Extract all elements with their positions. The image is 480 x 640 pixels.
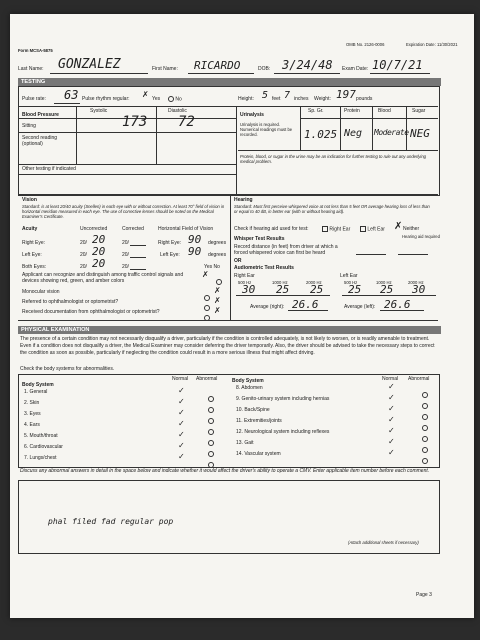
color-yes-check[interactable]: ✗ xyxy=(202,270,209,279)
l-500-header: 500 Hz xyxy=(344,280,358,285)
left-body-system-header: Body System xyxy=(22,382,54,388)
height-label: Height: xyxy=(238,96,254,102)
weight-label: Weight: xyxy=(314,96,331,102)
body-system-box xyxy=(18,374,440,468)
aid-neither-label: Neither xyxy=(403,226,420,232)
right-eye-uncorrected[interactable]: 20 xyxy=(92,233,106,246)
right-unc-prefix: 20/ xyxy=(80,240,87,246)
monocular-label: Monocular vision xyxy=(22,289,60,295)
normal-check[interactable]: ✓ xyxy=(388,426,395,435)
dob-value[interactable]: 3/24/48 xyxy=(282,58,333,72)
pulse-rate-value[interactable]: 63 xyxy=(64,88,79,102)
referred-no-check[interactable]: ✗ xyxy=(214,296,221,305)
right-1000-value[interactable]: 25 xyxy=(276,283,290,296)
last-name-value[interactable]: GONZALEZ xyxy=(58,57,121,72)
comments-text[interactable]: phal filed fad regular pop xyxy=(48,517,174,526)
avg-left-label: Average (left): xyxy=(344,304,376,310)
blood-header: Blood xyxy=(378,108,391,114)
normal-check[interactable]: ✓ xyxy=(178,408,185,417)
both-unc-prefix: 20/ xyxy=(80,264,87,270)
left-eye-label: Left Eye: xyxy=(22,252,42,258)
body-system-row: 9. Genito-urinary system including hernias xyxy=(236,396,330,402)
left-abnormal-header: Abnormal xyxy=(196,376,218,382)
received-doc-label: Received documentation from ophthalmologist or optometrist? xyxy=(22,309,160,315)
pulse-rate-label: Pulse rate: xyxy=(22,96,46,102)
right-eye-label: Right Eye: xyxy=(22,240,46,246)
corrected-header: Corrected xyxy=(122,226,144,232)
uncorrected-header: Uncorrected xyxy=(80,226,108,232)
body-system-row: 11. Extremities/joints xyxy=(236,418,282,424)
left-normal-header: Normal xyxy=(172,376,189,382)
normal-check[interactable]: ✓ xyxy=(388,437,395,446)
second-reading-label: Second reading (optional) xyxy=(22,135,58,147)
hearing-aid-label: Check if hearing aid used for test: xyxy=(234,226,309,232)
page-number: Page 3 xyxy=(416,592,432,598)
aid-right-option[interactable] xyxy=(322,226,350,232)
referred-label: Referred to ophthalmologist or optometrist? xyxy=(22,299,119,305)
body-system-row: 10. Back/Spine xyxy=(236,407,270,413)
first-name-value[interactable]: RICARDO xyxy=(194,59,241,72)
pulse-yes-label: Yes xyxy=(152,96,161,102)
field-left-label: Left Eye: xyxy=(160,252,180,258)
r-1000-header: 1000 Hz xyxy=(272,280,288,285)
pulse-no-option[interactable] xyxy=(168,96,182,102)
right-normal-header: Normal xyxy=(382,376,399,382)
normal-check[interactable]: ✓ xyxy=(178,430,185,439)
l-1000-header: 1000 Hz xyxy=(376,280,392,285)
left-500-value[interactable]: 25 xyxy=(348,283,362,296)
left-2000-value[interactable]: 30 xyxy=(412,283,426,296)
body-system-row: 13. Gait xyxy=(236,440,254,446)
normal-check[interactable]: ✓ xyxy=(388,393,395,402)
avg-right-label: Average (right): xyxy=(250,304,285,310)
normal-check[interactable]: ✓ xyxy=(388,415,395,424)
whisper-note: Record distance (in feet) from driver at which a forced whispered voice can first be heard xyxy=(234,244,338,256)
height-ft-value[interactable]: 5 xyxy=(262,90,269,101)
expiration-date: Expiration Date: 11/30/2021 xyxy=(406,42,458,47)
right-cor-prefix: 20/ xyxy=(122,240,129,246)
normal-check[interactable]: ✓ xyxy=(388,404,395,413)
received-no-check[interactable]: ✗ xyxy=(214,306,221,315)
protein-header: Protein xyxy=(344,108,360,114)
normal-check[interactable]: ✓ xyxy=(178,452,185,461)
right-abnormal-header: Abnormal xyxy=(408,376,430,382)
protein-value[interactable]: Neg xyxy=(344,128,363,139)
audio-title: Audiometric Test Results xyxy=(234,265,294,271)
urinalysis-label: Urinalysis xyxy=(240,112,264,118)
monocular-no-check[interactable]: ✗ xyxy=(214,286,221,295)
color-question: Applicant can recognize and distinguish among traffic control signals and devices showing red, green, and amber colors xyxy=(22,272,184,284)
other-testing-label: Other testing if indicated xyxy=(22,166,76,172)
aid-left-label: Left Ear xyxy=(367,226,385,233)
right-body-system-header: Body System xyxy=(232,378,264,384)
hfov-header: Horizontal Field of Vision xyxy=(158,226,214,232)
last-name-label: Last Name: xyxy=(18,66,44,72)
testing-header: TESTING xyxy=(18,78,441,86)
urinalysis-required-note: Urinalysis is required. Numerical readings must be recorded. xyxy=(240,122,293,137)
both-eyes-label: Both Eyes: xyxy=(22,264,47,270)
audio-left-ear: Left Ear xyxy=(340,273,358,279)
urinalysis-note: Protein, blood, or sugar in the urine may be an indication for further testing to rule out any underlying medical problem. xyxy=(240,154,426,164)
audio-right-ear: Right Ear xyxy=(234,273,255,279)
body-system-row: 7. Lungs/chest xyxy=(24,455,57,461)
systolic-header: Systolic xyxy=(90,108,108,114)
sitting-diastolic[interactable]: 72 xyxy=(178,114,195,130)
sugar-header: Sugar xyxy=(412,108,426,114)
body-system-row: 12. Neurological system including reflexes xyxy=(236,429,330,435)
both-eyes-uncorrected[interactable]: 20 xyxy=(92,257,106,270)
attach-note: (Attach additional sheets if necessary) xyxy=(348,540,419,545)
degrees-left: degrees xyxy=(208,252,227,258)
body-system-row: 5. Mouth/throat xyxy=(24,433,58,439)
body-system-row: 6. Cardiovascular xyxy=(24,444,63,450)
hearing-title: Hearing xyxy=(234,197,253,203)
body-system-row: 2. Skin xyxy=(24,400,40,406)
received-yes-radio[interactable] xyxy=(204,309,210,327)
bp-label: Blood Pressure xyxy=(22,112,59,118)
pulse-no-radio[interactable] xyxy=(168,96,174,102)
exam-date-value[interactable]: 10/7/21 xyxy=(372,58,423,72)
acuity-label: Acuity xyxy=(22,226,38,232)
vision-standard-note: Standard: is at least 20/40 acuity (Snellen) in each eye with or without correction. At least 70° field of vision in horizontal meridian measured in each eye. The use of corrective lenses should be noted on the Medical Examiner's Certificate. xyxy=(22,204,225,219)
left-eye-field[interactable]: 90 xyxy=(188,245,202,258)
r-500-header: 500 Hz xyxy=(238,280,252,285)
normal-check[interactable]: ✓ xyxy=(388,382,395,391)
form-page xyxy=(10,14,474,618)
physical-header: PHYSICAL EXAMINATION xyxy=(18,326,441,334)
aid-neither-check[interactable]: ✗ xyxy=(394,221,403,232)
left-cor-prefix: 20/ xyxy=(122,252,129,258)
normal-check[interactable]: ✓ xyxy=(178,397,185,406)
body-system-row: 1. General xyxy=(24,389,48,395)
left-1000-value[interactable]: 25 xyxy=(380,283,394,296)
physical-intro: The presence of a certain condition may not necessarily disqualify a driver, particularly if the condition is controlled adequately, is not likely to worsen, or is readily amenable to treatment. Even if a condition does not disqualify a driver, the Medical Examiner may consider deferring the driver temporarily. Also, the driver should be advised to take the necessary steps to correct the condition as soon as possible, particularly if neglecting the condition could result in a more serious illness that might affect driving. xyxy=(20,336,435,356)
aid-left-checkbox[interactable] xyxy=(360,226,366,232)
body-system-row: 4. Ears xyxy=(24,422,40,428)
sitting-systolic[interactable]: 173 xyxy=(122,114,148,130)
weight-value[interactable]: 197 xyxy=(336,88,356,101)
left-unc-prefix: 20/ xyxy=(80,252,87,258)
spgr-value[interactable]: 1.025 xyxy=(304,128,338,141)
whisper-title: Whisper Test Results xyxy=(234,236,285,242)
aid-required-label: Hearing aid required xyxy=(402,234,440,239)
right-2000-value[interactable]: 25 xyxy=(310,283,324,296)
normal-check[interactable]: ✓ xyxy=(178,386,185,395)
dob-label: DOB: xyxy=(258,66,271,72)
avg-right-value[interactable]: 26.6 xyxy=(292,298,319,311)
vision-title: Vision xyxy=(22,197,37,203)
first-name-label: First Name: xyxy=(152,66,178,72)
hearing-standard-note: Standard: Must first perceive whispered voice at not less than 5 feet OR average hearing loss of less than or equal to 40 dB, in better ear (with or without hearing aid). xyxy=(234,204,430,214)
normal-check[interactable]: ✓ xyxy=(178,441,185,450)
diastolic-header: Diastolic xyxy=(168,108,187,114)
pulse-yes-check[interactable]: ✗ xyxy=(142,90,149,99)
blood-value[interactable]: Moderate xyxy=(374,128,409,137)
normal-check[interactable]: ✓ xyxy=(388,448,395,457)
right-eye-field[interactable]: 90 xyxy=(188,233,202,246)
sitting-label: Sitting xyxy=(22,123,36,129)
form-id: Form MCSA-5875 xyxy=(18,48,53,53)
exam-date-label: Exam Date: xyxy=(342,66,369,72)
height-in-value[interactable]: 7 xyxy=(284,90,291,101)
inches-label: inches xyxy=(294,96,309,102)
r-2000-header: 2000 Hz xyxy=(306,280,322,285)
yes-no-header: Yes No xyxy=(204,264,220,270)
right-500-value[interactable]: 30 xyxy=(242,283,256,296)
feet-label: feet xyxy=(272,96,281,102)
body-system-row: 3. Eyes xyxy=(24,411,41,417)
spgr-header: Sp. Gr. xyxy=(308,108,324,114)
pulse-no-label: No xyxy=(175,96,182,103)
pounds-label: pounds xyxy=(356,96,373,102)
check-systems-label: Check the body systems for abnormalities. xyxy=(20,366,115,372)
normal-check[interactable]: ✓ xyxy=(178,419,185,428)
aid-right-checkbox[interactable] xyxy=(322,226,328,232)
discuss-instructions: Discuss any abnormal answers in detail in the space below and indicate whether it would affect the driver's ability to operate a CMV. Enter applicable item number before each comment. xyxy=(20,468,430,474)
body-system-row: 14. Vascular system xyxy=(236,451,281,457)
body-system-row: 8. Abdomen xyxy=(236,385,263,391)
aid-right-label: Right Ear xyxy=(329,226,351,233)
both-cor-prefix: 20/ xyxy=(122,264,129,270)
avg-left-value[interactable]: 26.6 xyxy=(384,298,411,311)
sugar-value[interactable]: NEG xyxy=(410,127,430,140)
or-label: OR xyxy=(234,258,242,264)
degrees-right: degrees xyxy=(208,240,227,246)
pulse-regular-label: Pulse rhythm regular: xyxy=(82,96,130,102)
field-right-label: Right Eye: xyxy=(158,240,182,246)
testing-box xyxy=(18,86,440,196)
aid-left-option[interactable] xyxy=(360,226,385,232)
left-eye-uncorrected[interactable]: 20 xyxy=(92,245,106,258)
l-2000-header: 2000 Hz xyxy=(408,280,424,285)
omb-number: OMB No. 2126-0006 xyxy=(346,42,385,47)
